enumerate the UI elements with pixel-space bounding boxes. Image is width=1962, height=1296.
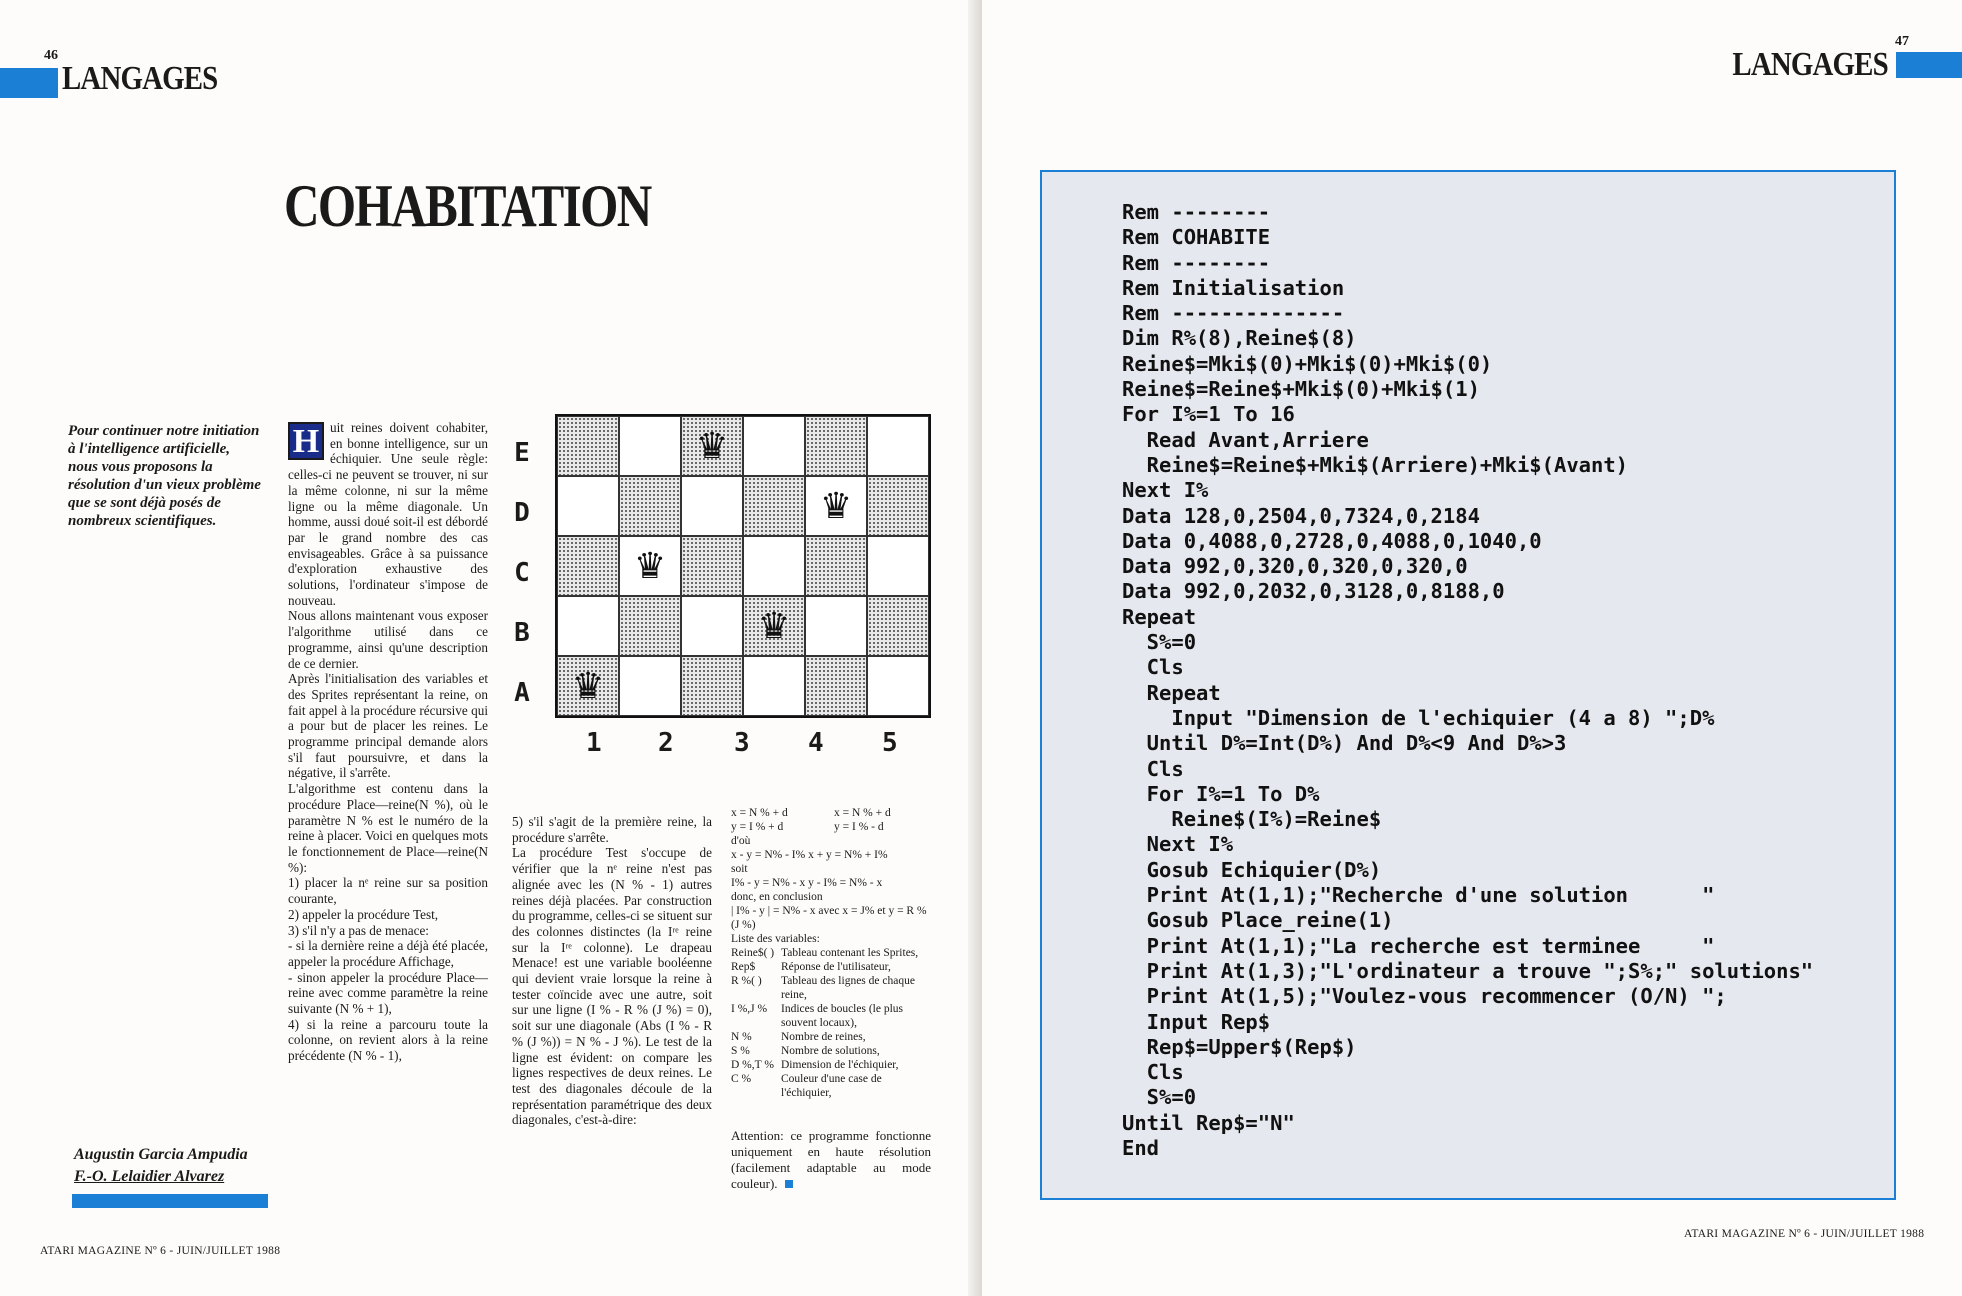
paragraph: H uit reines doivent cohabiter, en bonne intelligence, sur un échiquier. Une seule règle: celles-ci ne peuvent se trouver, ni sur la même colonne, ni sur la même ligne ou la même diagonale. Un homme, aussi doué soit-il est débordé par le grand nombre des cas envisageables. Grâce à sa puissance d'exploration exhaustive des solutions, l'ordinateur s'impose de nouveau. <box>288 420 488 608</box>
board-row-label: C <box>514 558 530 588</box>
formula-line: d'où <box>731 835 751 847</box>
board-col-label: 3 <box>734 728 750 758</box>
board-square <box>681 416 743 476</box>
code-line: Repeat <box>1122 680 1221 705</box>
formula: y = I % - d <box>834 821 884 833</box>
code-line: Rem -------- <box>1122 200 1271 224</box>
code-line: Rem -------- <box>1122 250 1271 275</box>
page-number-left: 46 <box>44 48 58 63</box>
code-line: Rem -------------- <box>1122 301 1345 326</box>
code-line: Data 992,0,2032,0,3128,0,8188,0 <box>1122 579 1505 604</box>
code-line: Data 992,0,320,0,320,0,320,0 <box>1122 554 1468 579</box>
variable-row: D %,T % Dimension de l'échiquier, <box>731 1059 899 1071</box>
author-accent-bar <box>72 1194 268 1208</box>
code-line: For I%=1 To D% <box>1122 781 1320 806</box>
code-line: Print At(1,5);"Voulez-vous recommencer (O/N) "; <box>1122 984 1727 1009</box>
code-line: Read Avant,Arriere <box>1122 427 1369 452</box>
end-mark-icon <box>785 1180 793 1188</box>
code-line: Dim R%(8),Reine$(8) <box>1122 326 1357 351</box>
board-square <box>867 476 929 536</box>
list-item: 1) placer la nᵉ reine sur sa position courante, <box>288 875 488 907</box>
board-square <box>619 416 681 476</box>
code-line: Rep$=Upper$(Rep$) <box>1122 1034 1357 1059</box>
paragraph: Après l'initialisation des variables et des Sprites représentant la reine, on fait appel à la procédure récursive qui a pour but de placer les reines. Le programme principal demande alors s'il faut poursuivre, et dans la négative, il s'arrête. <box>288 671 488 781</box>
formula-line: | I% - y | = N% - x avec x = J% et y = R %(J %) <box>731 905 927 931</box>
queen-icon: ♛ <box>571 666 605 706</box>
section-header-left: LANGAGES <box>62 60 218 97</box>
queen-icon: ♛ <box>695 426 729 466</box>
variables-title: Liste des variables: <box>731 933 820 945</box>
list-item: - si la dernière reine a déjà été placée, appeler la procédure Affichage, <box>288 938 488 969</box>
code-line: Until D%=Int(D%) And D%<9 And D%>3 <box>1122 731 1567 756</box>
queen-icon: ♛ <box>757 606 791 646</box>
variable-row: S % Nombre de solutions, <box>731 1045 880 1057</box>
board-square <box>557 656 619 716</box>
board-square <box>681 656 743 716</box>
author-credits <box>74 1144 248 1188</box>
code-line: Repeat <box>1122 604 1197 629</box>
variable-row: I %,J % Indices de boucles (le plus souvent locaux), <box>731 1003 903 1029</box>
variables-column <box>731 806 931 1100</box>
code-line: End <box>1122 1135 1160 1160</box>
list-item: 2) appeler la procédure Test, <box>288 906 439 922</box>
code-line: Rem Initialisation <box>1122 275 1345 300</box>
formula-line: x - y = N% - I% x + y = N% + I% <box>731 849 888 861</box>
board-square <box>619 656 681 716</box>
formula: y = I % + d <box>731 821 784 833</box>
board-square <box>557 596 619 656</box>
variable-row: R %( ) Tableau des lignes de chaque reine, <box>731 975 915 1001</box>
board-col-label: 1 <box>586 728 602 758</box>
section-header-right: LANGAGES <box>1732 46 1888 83</box>
code-line: Data 0,4088,0,2728,0,4088,0,1040,0 <box>1122 528 1542 553</box>
article-title: COHABITATION <box>284 173 651 239</box>
left-page <box>0 0 980 1296</box>
board-square <box>681 476 743 536</box>
basic-code-listing <box>1122 200 1813 1161</box>
board-square <box>867 536 929 596</box>
code-line: Gosub Place_reine(1) <box>1122 908 1394 933</box>
board-col-label: 5 <box>882 728 898 758</box>
formula-block <box>731 806 931 834</box>
board-square <box>619 536 681 596</box>
paragraph: La procédure Test s'occupe de vérifier que la nᵉ reine n'est pas alignée avec les (N % - 1) autres reines déjà placées. Par construction du programme, celles-ci se situent sur des colonnes distinctes (la Iʳᵉ reine sur la Iʳᵉ colonne). Le drapeau Menace! est une variable booléenne qui devient vraie lorsque la reine à tester coïncide avec une autre, soit sur une ligne (I % - R % (J %) = 0), soit sur une diagonale (Abs (I % - R % (J %)) = N % - J %). Le test de la ligne est évident: on compare les lignes respectives de deux reines. Le test des diagonales découle de la représentation paramétrique des deux diagonales, c'est-à-dire: <box>512 845 712 1128</box>
header-accent-bar-left <box>0 68 58 98</box>
magazine-footer-left: ATARI MAGAZINE Nº 6 - JUIN/JUILLET 1988 <box>40 1245 281 1257</box>
code-line: Reine$(I%)=Reine$ <box>1122 807 1382 832</box>
code-line: Input Rep$ <box>1122 1009 1271 1034</box>
variable-row: Reine$( ) Tableau contenant les Sprites, <box>731 947 919 959</box>
code-line: Print At(1,1);"La recherche est terminee " <box>1122 933 1715 958</box>
board-square <box>805 596 867 656</box>
code-line: Rem COHABITE <box>1122 225 1271 250</box>
page-number-right: 47 <box>1895 34 1909 49</box>
board-square <box>619 596 681 656</box>
formula: x = N % + d <box>834 807 891 819</box>
variable-row: C % Couleur d'une case de l'échiquier, <box>731 1073 882 1099</box>
board-square <box>867 416 929 476</box>
queen-icon: ♛ <box>819 486 853 526</box>
author-1: Augustin Garcia Ampudia <box>74 1146 248 1163</box>
code-line: S%=0 <box>1122 1085 1197 1110</box>
formula-line: soit <box>731 863 748 875</box>
board-square <box>619 476 681 536</box>
author-2: F.-O. Lelaidier Alvarez <box>74 1168 225 1185</box>
code-line: Gosub Echiquier(D%) <box>1122 857 1382 882</box>
chess-board <box>555 414 931 718</box>
board-square <box>743 416 805 476</box>
code-line: Reine$=Reine$+Mki$(0)+Mki$(1) <box>1122 377 1480 402</box>
article-intro: Pour continuer notre initiation à l'intelligence artificielle, nous vous proposons la résolution d'un vieux problème que se sont déjà posés de nombreux scientifiques. <box>68 423 261 529</box>
board-row-label: E <box>514 438 530 468</box>
code-line: Until Rep$="N" <box>1122 1110 1295 1135</box>
code-line: Reine$=Reine$+Mki$(Arriere)+Mki$(Avant) <box>1122 452 1629 477</box>
board-square <box>681 596 743 656</box>
list-item: 3) s'il n'y a pas de menace: <box>288 922 429 938</box>
code-line: S%=0 <box>1122 630 1197 655</box>
board-square <box>557 476 619 536</box>
body-column-2 <box>512 814 712 1128</box>
paragraph: L'algorithme est contenu dans la procédure Place—reine(N %), où le paramètre N % est le numéro de la reine à placer. Voici en quelques mots le fonctionnement de Place—reine(N %): <box>288 781 488 875</box>
code-line: Next I% <box>1122 832 1234 857</box>
code-line: Reine$=Mki$(0)+Mki$(0)+Mki$(0) <box>1122 351 1493 376</box>
list-item: - sinon appeler la procédure Place—reine avec comme paramètre la reine suivante (N % + 1), <box>288 969 488 1017</box>
board-square <box>557 536 619 596</box>
board-row-label: B <box>514 618 530 648</box>
board-square <box>557 416 619 476</box>
board-square <box>743 476 805 536</box>
code-line: Next I% <box>1122 478 1209 503</box>
attention-note: Attention: ce programme fonctionne uniquement en haute résolution (facilement adaptable au mode couleur). <box>731 1128 931 1191</box>
header-accent-bar-right <box>1896 52 1962 78</box>
code-line: Cls <box>1122 756 1184 781</box>
formula-line: I% - y = N% - x y - I% = N% - x <box>731 877 883 889</box>
board-square <box>867 596 929 656</box>
board-square <box>805 416 867 476</box>
variable-row: Rep$ Réponse de l'utilisateur, <box>731 961 891 973</box>
code-line: Data 128,0,2504,0,7324,0,2184 <box>1122 503 1480 528</box>
board-row-label: D <box>514 498 530 528</box>
code-line: Print At(1,3);"L'ordinateur a trouve ";S%;" solutions" <box>1122 958 1814 983</box>
code-line: Print At(1,1);"Recherche d'une solution " <box>1122 883 1715 908</box>
queen-icon: ♛ <box>633 546 667 586</box>
variable-row: N % Nombre de reines, <box>731 1031 866 1043</box>
paragraph: Nous allons maintenant vous exposer l'algorithme utilisé dans ce programme, ainsi qu'une description de ce dernier. <box>288 608 488 671</box>
code-line: Cls <box>1122 1060 1184 1085</box>
magazine-footer-right: ATARI MAGAZINE Nº 6 - JUIN/JUILLET 1988 <box>1684 1228 1925 1240</box>
code-line: Cls <box>1122 655 1184 680</box>
board-square <box>681 536 743 596</box>
board-col-label: 4 <box>808 728 824 758</box>
board-square <box>743 596 805 656</box>
code-line: Input "Dimension de l'echiquier (4 a 8) ";D% <box>1122 705 1715 730</box>
drop-cap: H <box>288 422 324 460</box>
board-row-label: A <box>514 678 530 708</box>
formula: x = N % + d <box>731 807 788 819</box>
list-item: 4) si la reine a parcouru toute la colonne, on revient alors à la reine précédente (N % - 1), <box>288 1016 488 1064</box>
board-square <box>805 656 867 716</box>
board-square <box>805 476 867 536</box>
list-item: 5) s'il s'agit de la première reine, la procédure s'arrête. <box>512 814 712 845</box>
board-col-label: 2 <box>658 728 674 758</box>
formula-line: donc, en conclusion <box>731 891 823 903</box>
code-line: For I%=1 To 16 <box>1122 402 1295 427</box>
board-square <box>805 536 867 596</box>
board-square <box>867 656 929 716</box>
body-column-1 <box>288 420 488 1064</box>
board-square <box>743 536 805 596</box>
board-square <box>743 656 805 716</box>
